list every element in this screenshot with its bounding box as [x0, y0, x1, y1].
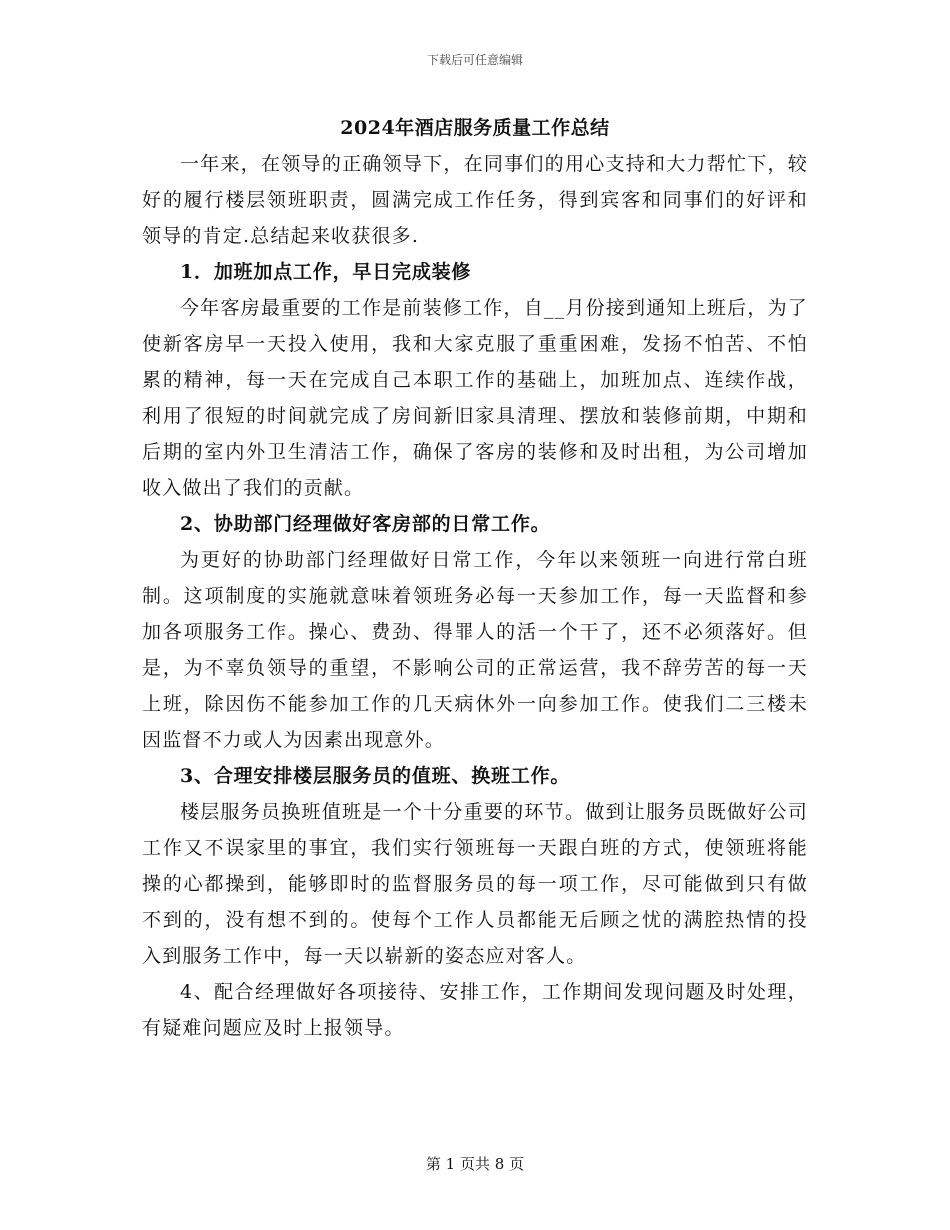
page-header: 下载后可任意编辑: [426, 53, 523, 67]
section-1-body: 今年客房最重要的工作是前装修工作，自__月份接到通知上班后，为了使新客房早一天投入使用，我和大家克服了重重困难，发扬不怕苦、不怕累的精神，每一天在完成自己本职工作的基础上，加班加点、连续作战，利用了很短的时间就完成了房间新旧家具清理、摆放和装修前期，中期和后期的室内外卫生清洁工作，确保了客房的装修和及时出租，为公司增加收入做出了我们的贡献。: [142, 297, 808, 499]
closing-paragraph: 4、配合经理做好各项接待、安排工作，工作期间发现问题及时处理，有疑难问题应及时上报领导。: [142, 981, 808, 1039]
page-number: 第 1 页共 8 页: [425, 1155, 525, 1173]
section-2-heading: 2、协助部门经理做好客房部的日常工作。: [180, 513, 551, 535]
section-2-body: 为更好的协助部门经理做好日常工作，今年以来领班一向进行常白班制。这项制度的实施就意味着领班务必每一天参加工作，每一天监督和参加各项服务工作。操心、费劲、得罪人的活一个干了，还不必须落好。但是，为不辜负领导的重望，不影响公司的正常运营，我不辞劳苦的每一天上班，除因伤不能参加工作的几天病休外一向参加工作。使我们二三楼未因监督不力或人为因素出现意外。: [142, 549, 808, 751]
section-1-heading: 1．加班加点工作，早日完成装修: [180, 261, 472, 283]
document-body: [142, 110, 808, 1046]
section-3-body: 楼层服务员换班值班是一个十分重要的环节。做到让服务员既做好公司工作又不误家里的事宜，我们实行领班每一天跟白班的方式，使领班将能操的心都操到，能够即时的监督服务员的每一项工作，尽可能做到只有做不到的，没有想不到的。使每个工作人员都能无后顾之忧的满腔热情的投入到服务工作中，每一天以崭新的姿态应对客人。: [142, 801, 808, 967]
document-title: 2024年酒店服务质量工作总结: [340, 117, 610, 139]
section-3-heading: 3、合理安排楼层服务员的值班、换班工作。: [180, 765, 571, 787]
intro-paragraph: 一年来，在领导的正确领导下，在同事们的用心支持和大力帮忙下，较好的履行楼层领班职责，圆满完成工作任务，得到宾客和同事们的好评和领导的肯定.总结起来收获很多.: [142, 153, 808, 247]
